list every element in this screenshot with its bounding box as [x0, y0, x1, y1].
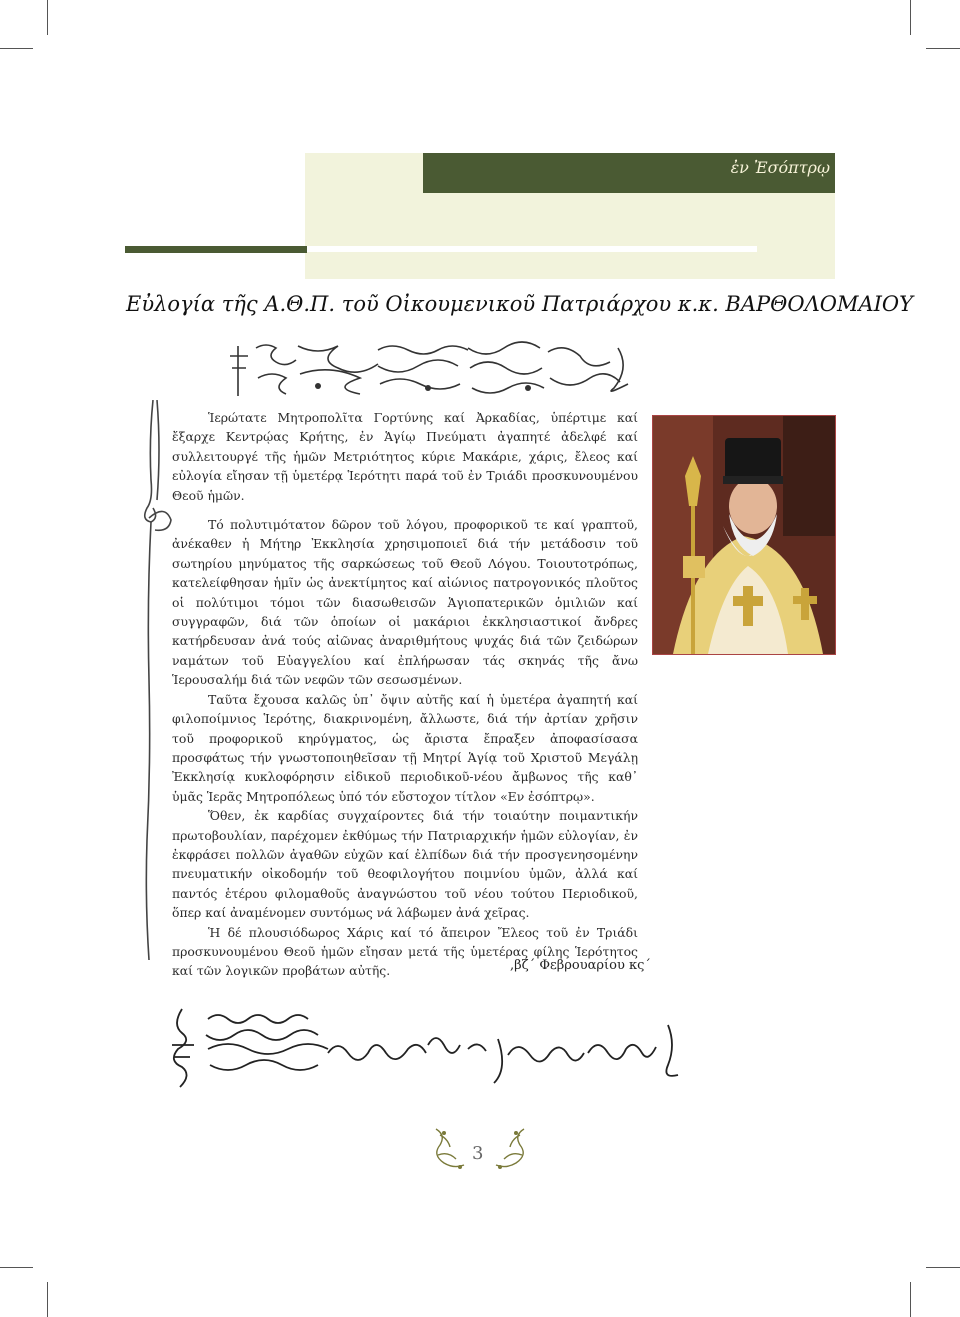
page-number: 3 — [472, 1143, 484, 1164]
page-title: Εὐλογία τῆς Α.Θ.Π. τοῦ Οἰκουμενικοῦ Πατριάρχου κ.κ. ΒΑΡΘΟΛΟΜΑΙΟΥ — [126, 292, 914, 316]
header-rule — [125, 246, 307, 253]
crop-mark — [926, 1267, 960, 1268]
crop-mark — [0, 48, 33, 49]
letter-paragraph: Τό πολυτιμότατον δῶρον τοῦ λόγου, προφορικοῦ τε καί γραπτοῦ, ἀνέκαθεν ἡ Μήτηρ Ἐκκλησία χρησιμοποιεῖ διά τήν μετάδοσιν τοῦ σωτηρίου μηνύματος τῆς σαρκώσεως τοῦ Θεοῦ Λόγου. Τοιουτοτρόπως, κατελείφθησαν ἡμῖν ὡς ἀνεκτίμητος καί αἰώνιος πατρογονικός πλοῦτος οἱ πολύτιμοι τόμοι τῶν διασωθεισῶν Ἁγιοπατερικῶν ὁμιλιῶν καί συγγραφῶν, διά τῶν ὁποίων οἱ μακάριοι ἐκκλησιαστικοί ἄνδρες κατήρδευσαν ἀνά τούς αἰῶνας ἀναριθμήτους ψυχάς διά τῶν ζειδώρων ναμάτων τοῦ Εὐαγγελίου καί ἐπλήρωσαν τάς σκηνάς τῆς ἄνω Ἱερουσαλήμ διά τῶν νεφῶν τῶν σεσωσμένων. — [172, 517, 638, 688]
header-rule-light — [307, 246, 757, 252]
letter-date: ,βζ´ Φεβρουαρίου κς´ — [510, 958, 651, 973]
crop-mark — [47, 1282, 48, 1317]
crop-mark — [910, 0, 911, 35]
letter-paragraph: Ταῦτα ἔχουσα καλῶς ὑπ᾽ ὄψιν αὐτῆς καί ἡ ὑμετέρα ἀγαπητή καί φιλοποίμνιος Ἱερότης, διακρινομένη, ἄλλωστε, διά τήν ἀρτίαν χρῆσιν τοῦ προφορικοῦ κηρύγματος, ὡς ἄριστα ἔπραξεν ἀποφασίσασα προσφάτως τήν γνωστοποιηθεῖσαν τῇ Μητρί Ἁγίᾳ τοῦ Χριστοῦ Μεγάλῃ Ἐκκλησίᾳ κυκλοφόρησιν εἰδικοῦ περιοδικοῦ-νέου ἄμβωνος τῆς καθ᾽ ὑμᾶς Ἱερᾶς Μητροπόλεως ὑπό τόν εὔστοχον τίτλον «Εν ἐσόπτρῳ». — [172, 691, 638, 804]
patriarch-portrait — [652, 415, 836, 655]
letter-body — [172, 408, 638, 981]
signature-text — [1, 1, 2, 2]
crop-mark — [0, 1267, 33, 1268]
crop-mark — [910, 1282, 911, 1317]
patriarchal-monogram — [228, 338, 638, 400]
section-label: ἐν Ἐσόπτρῳ — [730, 158, 830, 177]
letter-paragraph: Ἱερώτατε Μητροπολῖτα Γορτύνης καί Ἀρκαδίας, ὑπέρτιμε καί ἔξαρχε Κεντρῴας Κρήτης, ἐν Ἁγίῳ Πνεύματι ἀγαπητέ ἀδελφέ καί συλλειτουργέ τῆς ἡμῶν Μετριότητος κύριε Μακάριε, χάρις, ἔλεος καί εὐλογία εἴησαν τῇ ὑμετέρᾳ Ἱερότητι παρά τοῦ ἐν Τριάδι προσκυνουμένου Θεοῦ ἡμῶν. — [172, 410, 638, 503]
crop-mark — [926, 48, 960, 49]
letter-paragraph: Ὅθεν, ἐκ καρδίας συγχαίροντες διά τήν τοιαύτην ποιμαντικήν πρωτοβουλίαν, παρέχομεν ἐκθύμως τήν Πατριαρχικήν ἡμῶν εὐλογίαν, ἐν ἐκφράσει πολλῶν ἀγαθῶν εὐχῶν καί ἐλπίδων διά τήν προσγενησομένην πνευματικήν οἰκοδομήν τοῦ θεοφιλογήτου ποιμνίου ὑμῶν, ἀλλά καί παντός ἑτέρου φιλομαθοῦς ἀναγνώστου τοῦ νέου τούτου Περιοδικοῦ, ὅπερ καί ἀναμένομεν συντόμως νά λάβωμεν ἀνά χεῖρας. — [172, 808, 638, 921]
crop-mark — [47, 0, 48, 35]
handwritten-signature — [168, 1005, 688, 1095]
letter-paragraph: Ἡ δέ πλουσιόδωρος Χάρις καί τό ἄπειρον Ἔλεος τοῦ ἐν Τριάδι προσκυνουμένου Θεοῦ ἡμῶν εἴησαν μετά τῆς ὑμετέρας φίλης Ἱερότητος καί τῶν λογικῶν προβάτων αὐτῆς. — [172, 924, 638, 979]
